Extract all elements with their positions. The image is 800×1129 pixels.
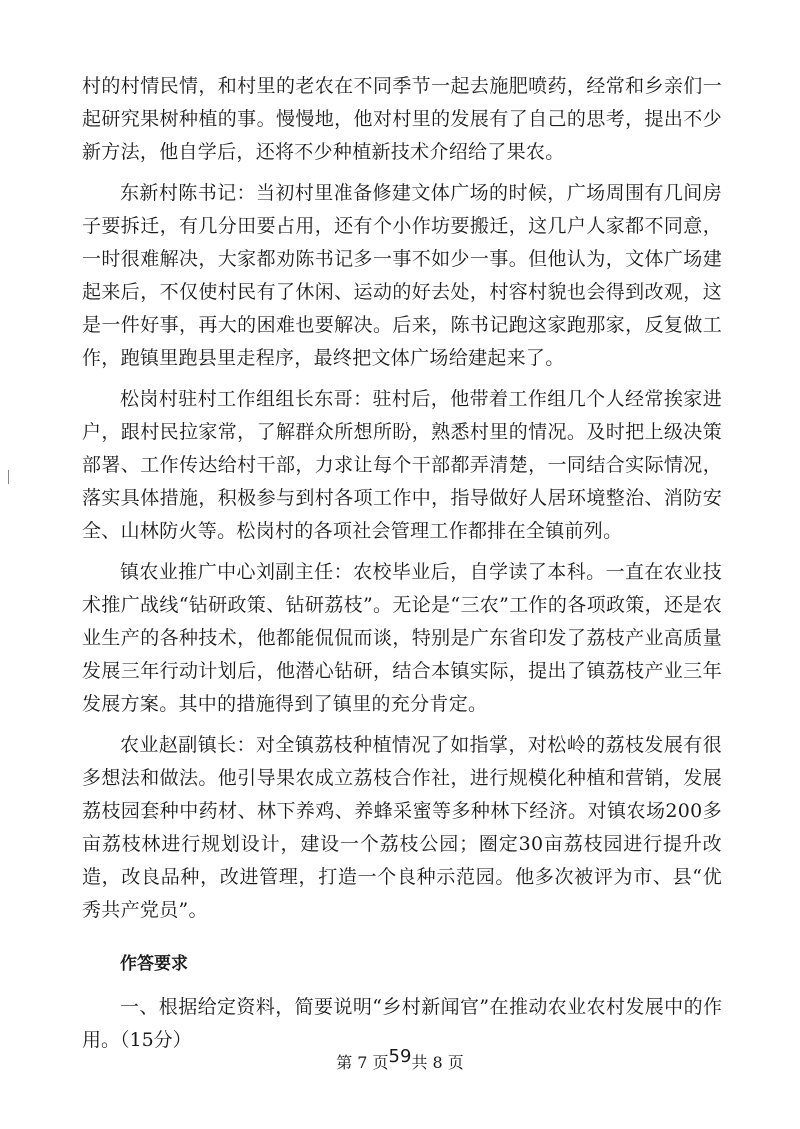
paragraph-dong-ge: 松岗村驻村工作组组长东哥：驻村后，他带着工作组几个人经常挨家进户，跟村民拉家常，了解群众所想所盼，熟悉村里的情况。及时把上级决策部署、工作传达给村干部，力求让每个干部都弄清楚，一同结合实际情况，落实具体措施，积极参与到村各项工作中，指导做好人居环境整治、消防安全、山林防火等。松岗村的各项社会管理工作都排在全镇前列。 <box>82 388 722 542</box>
scan-artifact <box>8 470 9 484</box>
question-1: 一、根据给定资料，简要说明“乡村新闻官”在推动农业农村发展中的作用。（15分） <box>82 996 722 1051</box>
paragraph-continued: 村的村情民情，和村里的老农在不同季节一起去施肥喷药，经常和乡亲们一起研究果树种植的事。慢慢地，他对村里的发展有了自己的思考，提出不少新方法，他自学后，还将不少种植新技术介绍给了果农。 <box>82 75 722 163</box>
footer-page-total: 共 8 页 <box>411 1053 464 1072</box>
page-footer <box>0 1046 800 1073</box>
paragraph-liu-deputy: 镇农业推广中心刘副主任：农校毕业后，自学读了本科。一直在农业技术推广战线“钻研政策、钻研荔枝”。无论是“三农”工作的各项政策，还是农业生产的各种技术，他都能侃侃而谈，特别是广东省印发了荔枝产业高质量发展三年行动计划后，他潜心钻研，结合本镇实际，提出了镇荔枝产业三年发展方案。其中的措施得到了镇里的充分肯定。 <box>82 561 722 715</box>
paragraph-chen-secretary: 东新村陈书记：当初村里准备修建文体广场的时候，广场周围有几间房子要拆迁，有几分田要占用，还有个小作坊要搬迁，这几户人家都不同意，一时很难解决，大家都劝陈书记多一事不如少一事。但他认为，文体广场建起来后，不仅使村民有了休闲、运动的好去处，村容村貌也会得到改观，这是一件好事，再大的困难也要解决。后来，陈书记跑这家跑那家，反复做工作，跑镇里跑县里走程序，最终把文体广场给建起来了。 <box>82 182 722 369</box>
footer-page-number: 第 7 页 <box>336 1053 389 1072</box>
page-content <box>82 70 722 1057</box>
paragraph-zhao-deputy-mayor: 农业赵副镇长：对全镇荔枝种植情况了如指掌，对松岭的荔枝发展有很多想法和做法。他引导果农成立荔枝合作社，进行规模化种植和营销，发展荔枝园套种中药材、林下养鸡、养蜂采蜜等多种林下经济。对镇农场200多亩荔枝林进行规划设计，建设一个荔枝公园；圈定30亩荔枝园进行提升改造，改良品种，改进管理，打造一个良种示范园。他多次被评为市、县“优秀共产党员”。 <box>82 734 722 921</box>
footer-mark: 59 <box>388 1046 412 1067</box>
section-title: 作答要求 <box>120 954 188 974</box>
